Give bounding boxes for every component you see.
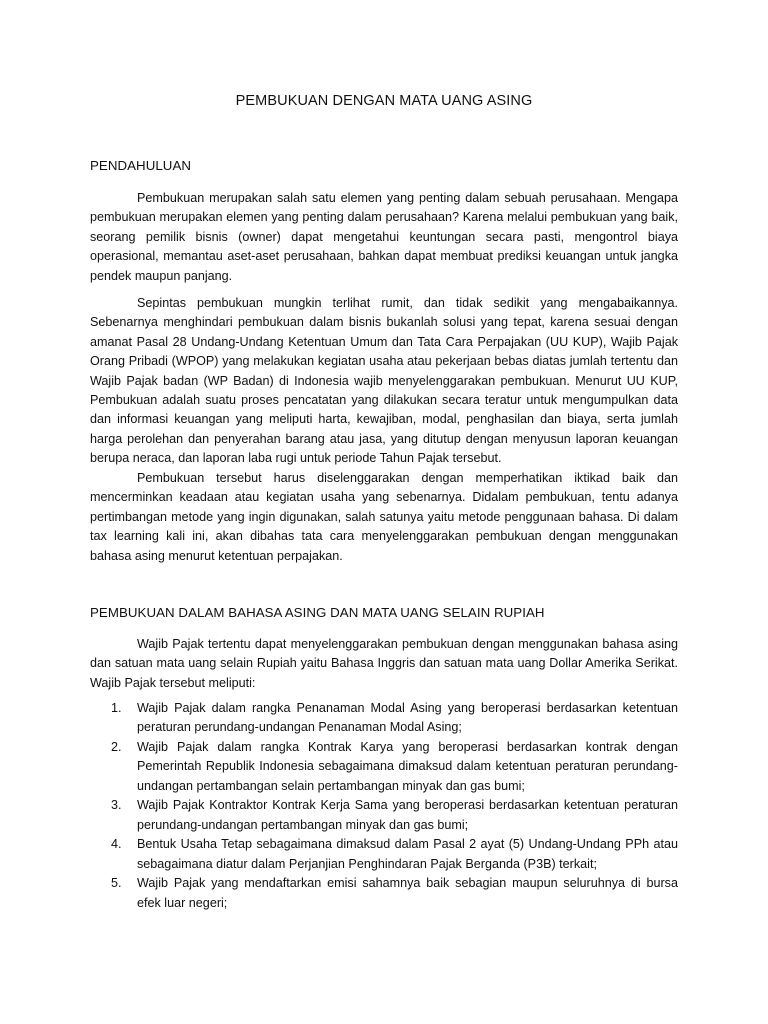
paragraph: Sepintas pembukuan mungkin terlihat rumit, dan tidak sedikit yang mengabaikannya. Sebenarnya menghindari pembukuan dalam bisnis bukanlah solusi yang tepat, karena sesuai dengan amanat Pasal 28 Undang-Undang Ketentuan Umum dan Tata Cara Perpajakan (UU KUP), Wajib Pajak Orang Pribadi (WPOP) yang melakukan kegiatan usaha atau pekerjaan bebas diatas jumlah tertentu dan Wajib Pajak badan (WP Badan) di Indonesia wajib menyelenggarakan pembukuan. Menurut UU KUP, Pembukuan adalah suatu proses pencatatan yang dilakukan secara teratur untuk mengumpulkan data dan informasi keuangan yang meliputi harta, kewajiban, modal, penghasilan dan biaya, serta jumlah harga perolehan dan penyerahan barang atau jasa, yang ditutup dengan menyusun laporan keuangan berupa neraca, dan laporan laba rugi untuk periode Tahun Pajak tersebut. xyxy=(90,296,678,466)
paragraph: Wajib Pajak tertentu dapat menyelenggarakan pembukuan dengan menggunakan bahasa asing dan satuan mata uang selain Rupiah yaitu Bahasa Inggris dan satuan mata uang Dollar Amerika Serikat. Wajib Pajak tersebut meliputi: xyxy=(90,637,678,690)
list-item-text: Wajib Pajak yang mendaftarkan emisi sahamnya baik sebagian maupun seluruhnya di bursa efek luar negeri; xyxy=(137,876,678,910)
list-item-text: Bentuk Usaha Tetap sebagaimana dimaksud dalam Pasal 2 ayat (5) Undang-Undang PPh atau sebagaimana diatur dalam Perjanjian Penghindaran Pajak Berganda (P3B) terkait; xyxy=(137,837,678,871)
list-item-text: Wajib Pajak Kontraktor Kontrak Kerja Sama yang beroperasi berdasarkan ketentuan peraturan perundang-undangan pertambangan minyak dan gas bumi; xyxy=(137,798,678,832)
list-item-text: Wajib Pajak dalam rangka Penanaman Modal Asing yang beroperasi berdasarkan ketentuan peraturan perundang-undangan Penanaman Modal Asing; xyxy=(137,701,678,735)
document-title: PEMBUKUAN DENGAN MATA UANG ASING xyxy=(235,93,533,109)
section-heading-pendahuluan: PENDAHULUAN xyxy=(90,158,192,173)
list-item xyxy=(90,874,678,913)
paragraph: Pembukuan tersebut harus diselenggarakan dengan memperhatikan iktikad baik dan mencerminkan keadaan atau kegiatan usaha yang sebenarnya. Didalam pembukuan, tentu adanya pertimbangan metode yang ingin digunakan, salah satunya yaitu metode penggunaan bahasa. Di dalam tax learning kali ini, akan dibahas tata cara menyelenggarakan pembukuan dengan menggunakan bahasa asing menurut ketentuan perpajakan. xyxy=(90,471,678,563)
list-item xyxy=(90,699,678,738)
section-heading-pembukuan-bahasa-asing: PEMBUKUAN DALAM BAHASA ASING DAN MATA UANG SELAIN RUPIAH xyxy=(90,605,545,620)
list-item xyxy=(90,796,678,835)
paragraph: Pembukuan merupakan salah satu elemen yang penting dalam sebuah perusahaan. Mengapa pembukuan merupakan elemen yang penting dalam perusahaan? Karena melalui pembukuan yang baik, seorang pemilik bisnis (owner) dapat mengetahui keuntungan secara pasti, mengontrol biaya operasional, memantau aset-aset perusahaan, bahkan dapat membuat prediksi keuangan untuk jangka pendek maupun panjang. xyxy=(90,191,678,283)
list-number: 4. xyxy=(111,837,122,852)
list-item xyxy=(90,835,678,874)
list-item xyxy=(90,738,678,796)
list-number: 1. xyxy=(111,701,122,715)
list-number: 2. xyxy=(111,740,122,754)
wajib-pajak-list xyxy=(90,699,678,913)
list-number: 5. xyxy=(111,876,122,891)
list-item-text: Wajib Pajak dalam rangka Kontrak Karya yang beroperasi berdasarkan kontrak dengan Pemerintah Republik Indonesia sebagaimana dimaksud dalam ketentuan peraturan perundang-undangan pertambangan selain pertambangan minyak dan gas bumi; xyxy=(137,740,678,793)
list-number: 3. xyxy=(111,798,122,813)
